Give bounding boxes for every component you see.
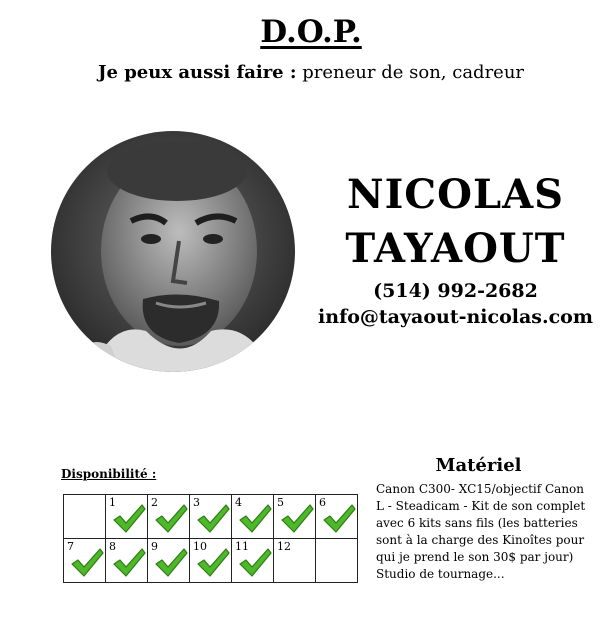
calendar-day-number: 2 <box>151 496 158 509</box>
checkmark-icon <box>154 501 188 539</box>
materiel-title: Matériel <box>435 455 522 476</box>
calendar-day-number: 10 <box>193 540 207 553</box>
calendar-day-cell <box>148 539 190 583</box>
availability-calendar <box>63 494 358 583</box>
calendar-day-cell <box>316 495 358 539</box>
calendar-day-number: 12 <box>277 540 291 553</box>
email-address: info@tayaout-nicolas.com <box>318 306 593 328</box>
calendar-day-number: 9 <box>151 540 158 553</box>
calendar-day-cell <box>316 539 358 583</box>
calendar-day-cell <box>148 495 190 539</box>
calendar-day-number: 5 <box>277 496 284 509</box>
calendar-day-cell <box>274 539 316 583</box>
calendar-day-cell <box>274 495 316 539</box>
checkmark-icon <box>154 545 188 583</box>
calendar-day-number: 3 <box>193 496 200 509</box>
materiel-text: Canon C300- XC15/objectif Canon L - Steadicam - Kit de son complet avec 6 kits sans fils (les batteries sont à la charge des Kinoîtes pour qui je prend le son 30$ par jour) Studio de tournage... <box>376 482 586 581</box>
calendar-day-number: 11 <box>235 540 249 553</box>
checkmark-icon <box>238 545 272 583</box>
calendar-day-cell <box>190 539 232 583</box>
calendar-row <box>64 539 358 583</box>
phone-number: (514) 992-2682 <box>373 280 538 302</box>
calendar-day-cell <box>106 539 148 583</box>
checkmark-icon <box>322 501 356 539</box>
checkmark-icon <box>112 501 146 539</box>
subtitle <box>0 62 612 83</box>
calendar-day-number: 1 <box>109 496 116 509</box>
calendar-day-number: 6 <box>319 496 326 509</box>
calendar-day-cell <box>232 539 274 583</box>
page-title: D.O.P. <box>260 14 362 50</box>
checkmark-icon <box>196 545 230 583</box>
last-name: TAYAOUT <box>345 225 566 272</box>
checkmark-icon <box>280 501 314 539</box>
calendar-day-number: 4 <box>235 496 242 509</box>
checkmark-icon <box>70 545 104 583</box>
first-name: NICOLAS <box>347 171 564 218</box>
checkmark-icon <box>238 501 272 539</box>
checkmark-icon <box>196 501 230 539</box>
calendar-day-cell <box>64 495 106 539</box>
checkmark-icon <box>112 545 146 583</box>
calendar-day-cell <box>64 539 106 583</box>
calendar-row <box>64 495 358 539</box>
subtitle-label: Je peux aussi faire : <box>97 62 297 83</box>
subtitle-value: preneur de son, cadreur <box>302 62 525 83</box>
calendar-day-cell <box>232 495 274 539</box>
calendar-day-number: 7 <box>67 540 74 553</box>
calendar-day-cell <box>106 495 148 539</box>
availability-label: Disponibilité : <box>61 467 157 481</box>
calendar-day-number: 8 <box>109 540 116 553</box>
calendar-day-cell <box>190 495 232 539</box>
portrait-photo <box>51 131 295 372</box>
